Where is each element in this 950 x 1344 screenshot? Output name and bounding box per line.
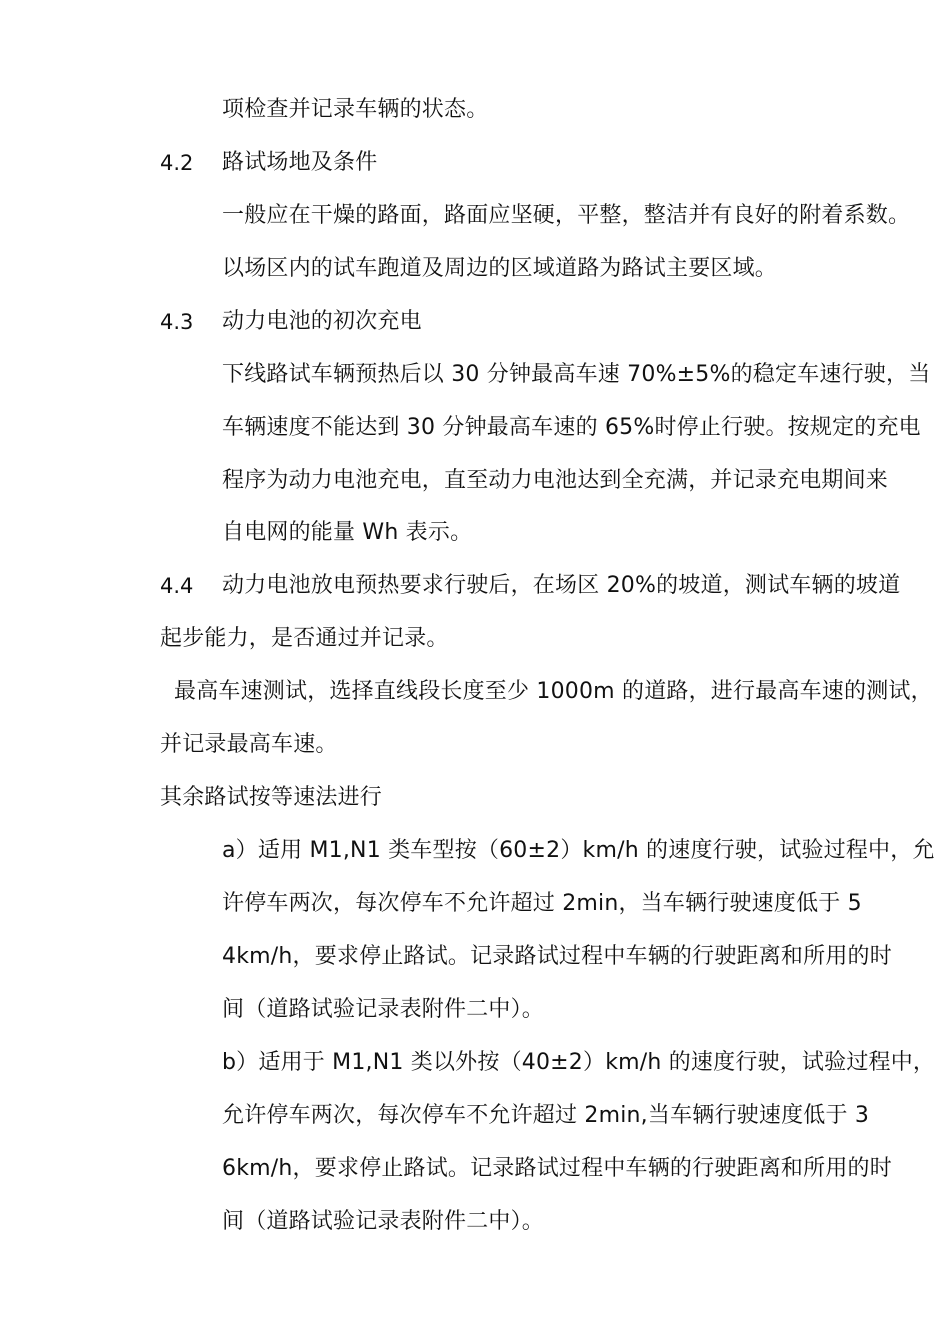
- paragraph-line: 自电网的能量 Wh 表示。: [222, 520, 473, 545]
- paragraph-line: 最高车速测试，选择直线段长度至少 1000m 的道路，进行最高车速的测试，: [174, 679, 933, 704]
- section-number-4-3: 4.3: [160, 310, 194, 334]
- paragraph-line: 车辆速度不能达到 30 分钟最高车速的 65%时停止行驶。按规定的充电: [222, 415, 921, 440]
- section-number-4-2: 4.2: [160, 151, 194, 175]
- section-heading-4-3: 动力电池的初次充电: [222, 309, 422, 334]
- list-item-b: 允许停车两次，每次停车不允许超过 2min,当车辆行驶速度低于 3: [222, 1103, 870, 1128]
- paragraph-line: 以场区内的试车跑道及周边的区域道路为路试主要区域。: [222, 256, 778, 281]
- list-item-a: 间（道路试验记录表附件二中）。: [222, 997, 545, 1022]
- paragraph-line: 下线路试车辆预热后以 30 分钟最高车速 70%±5%的稳定车速行驶，当: [222, 362, 931, 387]
- list-item-b: b）适用于 M1,N1 类以外按（40±2）km/h 的速度行驶，试验过程中，: [222, 1050, 936, 1075]
- section-number-4-4: 4.4: [160, 574, 194, 598]
- paragraph-line: 其余路试按等速法进行: [160, 785, 383, 810]
- section-heading-4-2: 路试场地及条件: [222, 150, 378, 175]
- paragraph-line: 动力电池放电预热要求行驶后，在场区 20%的坡道，测试车辆的坡道: [222, 573, 901, 598]
- paragraph-line: 起步能力，是否通过并记录。: [160, 626, 449, 651]
- paragraph-line: 并记录最高车速。: [160, 732, 338, 757]
- list-item-a: 许停车两次，每次停车不允许超过 2min，当车辆行驶速度低于 5: [222, 891, 862, 916]
- list-item-a: 4km/h，要求停止路试。记录路试过程中车辆的行驶距离和所用的时: [222, 944, 892, 969]
- list-item-b: 间（道路试验记录表附件二中）。: [222, 1209, 545, 1234]
- paragraph-line: 程序为动力电池充电，直至动力电池达到全充满，并记录充电期间来: [222, 468, 889, 493]
- paragraph-line: 一般应在干燥的路面，路面应坚硬，平整，整洁并有良好的附着系数。: [222, 203, 911, 228]
- list-item-a: a）适用 M1,N1 类车型按（60±2）km/h 的速度行驶，试验过程中，允: [222, 838, 935, 863]
- list-item-b: 6km/h，要求停止路试。记录路试过程中车辆的行驶距离和所用的时: [222, 1156, 892, 1181]
- continuation-text: 项检查并记录车辆的状态。: [222, 97, 489, 122]
